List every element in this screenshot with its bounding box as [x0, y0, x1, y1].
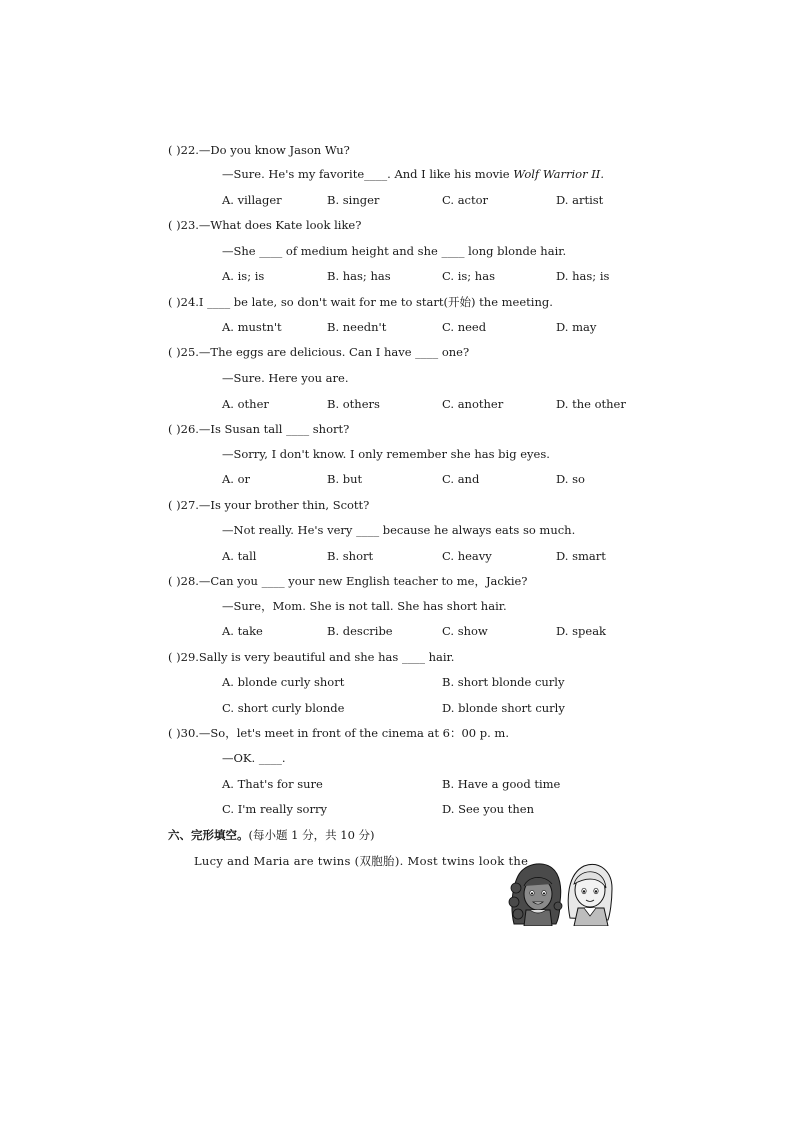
q26-line2: —Sorry, I don't know. I only remember she has big eyes. — [222, 447, 550, 461]
q29-text: Sally is very beautiful and she has ____ hair. — [198, 650, 455, 664]
q27-option-c: C. heavy — [442, 549, 492, 563]
q27-text: —Is your brother thin, Scott? — [198, 498, 370, 512]
q27-number: ( )27. — [168, 498, 199, 512]
q25-option-d: D. the other — [556, 397, 626, 411]
q23-option-a: A. is; is — [222, 269, 265, 283]
q28-line2: —Sure，Mom. She is not tall. She has short hair. — [222, 599, 507, 613]
q22-option-d: D. artist — [556, 193, 604, 207]
passage-first-line: Lucy and Maria are twins (双胞胎). Most twins look the — [194, 854, 529, 868]
q30-text: —So，let's meet in front of the cinema at 6：00 p. m. — [198, 726, 509, 740]
q30-option-c: C. I'm really sorry — [222, 802, 327, 816]
q28-option-a: A. take — [222, 624, 263, 638]
q22-text: —Do you know Jason Wu? — [198, 143, 350, 157]
q30-line2: —OK. ____. — [222, 751, 286, 765]
q29-option-c: C. short curly blonde — [222, 701, 345, 715]
q27-option-d: D. smart — [556, 549, 606, 563]
q30-option-b: B. Have a good time — [442, 777, 561, 791]
q28-number: ( )28. — [168, 574, 199, 588]
q22-option-c: C. actor — [442, 193, 489, 207]
q25-option-c: C. another — [442, 397, 504, 411]
q26-option-a: A. or — [222, 472, 251, 486]
q22-stem — [168, 143, 350, 157]
q27-line2: —Not really. He's very ____ because he always eats so much. — [222, 523, 576, 537]
q22-option-a: A. villager — [222, 193, 282, 207]
q23-option-c: C. is; has — [442, 269, 495, 283]
q24-option-c: C. need — [442, 320, 487, 334]
q25-line2: —Sure. Here you are. — [222, 371, 349, 385]
q24-text: I ____ be late, so don't wait for me to start(开始) the meeting. — [198, 295, 553, 309]
q25-text: —The eggs are delicious. Can I have ____ one? — [198, 345, 470, 359]
q29-stem — [168, 650, 454, 664]
q30-stem — [168, 726, 509, 740]
q23-text: —What does Kate look like? — [198, 218, 362, 232]
q29-option-d: D. blonde short curly — [442, 701, 565, 715]
q23-option-b: B. has; has — [327, 269, 391, 283]
q29-option-b: B. short blonde curly — [442, 675, 565, 689]
q26-text: —Is Susan tall ____ short? — [198, 422, 350, 436]
q28-stem — [168, 574, 527, 588]
q27-option-a: A. tall — [222, 549, 257, 563]
q29-number: ( )29. — [168, 650, 199, 664]
q28-option-b: B. describe — [327, 624, 393, 638]
section-title: 六、完形填空。 — [168, 828, 249, 842]
q23-line2: —She ____ of medium height and she ____ long blonde hair. — [222, 244, 567, 258]
q27-option-b: B. short — [327, 549, 374, 563]
q22-number: ( )22. — [168, 143, 199, 157]
q28-text: —Can you ____ your new English teacher to me，Jackie? — [198, 574, 528, 588]
q28-option-c: C. show — [442, 624, 488, 638]
q22-option-b: B. singer — [327, 193, 380, 207]
q24-option-a: A. mustn't — [222, 320, 282, 334]
q24-number: ( )24. — [168, 295, 199, 309]
q30-option-a: A. That's for sure — [222, 777, 323, 791]
section-heading — [168, 827, 375, 843]
q26-stem — [168, 422, 349, 436]
q23-stem — [168, 218, 361, 232]
q26-option-d: D. so — [556, 472, 585, 486]
q27-stem — [168, 498, 369, 512]
q26-number: ( )26. — [168, 422, 199, 436]
q28-option-d: D. speak — [556, 624, 607, 638]
q26-option-b: B. but — [327, 472, 363, 486]
q30-number: ( )30. — [168, 726, 199, 740]
q23-option-d: D. has; is — [556, 269, 610, 283]
q22-movie-title: Wolf Warrior II. — [513, 167, 605, 181]
q24-stem — [168, 295, 553, 309]
q25-option-a: A. other — [222, 397, 269, 411]
q24-option-b: B. needn't — [327, 320, 387, 334]
q30-option-d: D. See you then — [442, 802, 534, 816]
q25-number: ( )25. — [168, 345, 199, 359]
q25-option-b: B. others — [327, 397, 380, 411]
q26-option-c: C. and — [442, 472, 480, 486]
q24-option-d: D. may — [556, 320, 597, 334]
two-girls-illustration — [508, 858, 616, 926]
q22-line2 — [222, 167, 604, 181]
q29-option-a: A. blonde curly short — [222, 675, 345, 689]
section-score-note: (每小题 1 分，共 10 分) — [248, 828, 375, 842]
q22-line2-text: —Sure. He's my favorite____. And I like his movie — [222, 167, 514, 181]
q23-number: ( )23. — [168, 218, 199, 232]
q25-stem — [168, 345, 469, 359]
